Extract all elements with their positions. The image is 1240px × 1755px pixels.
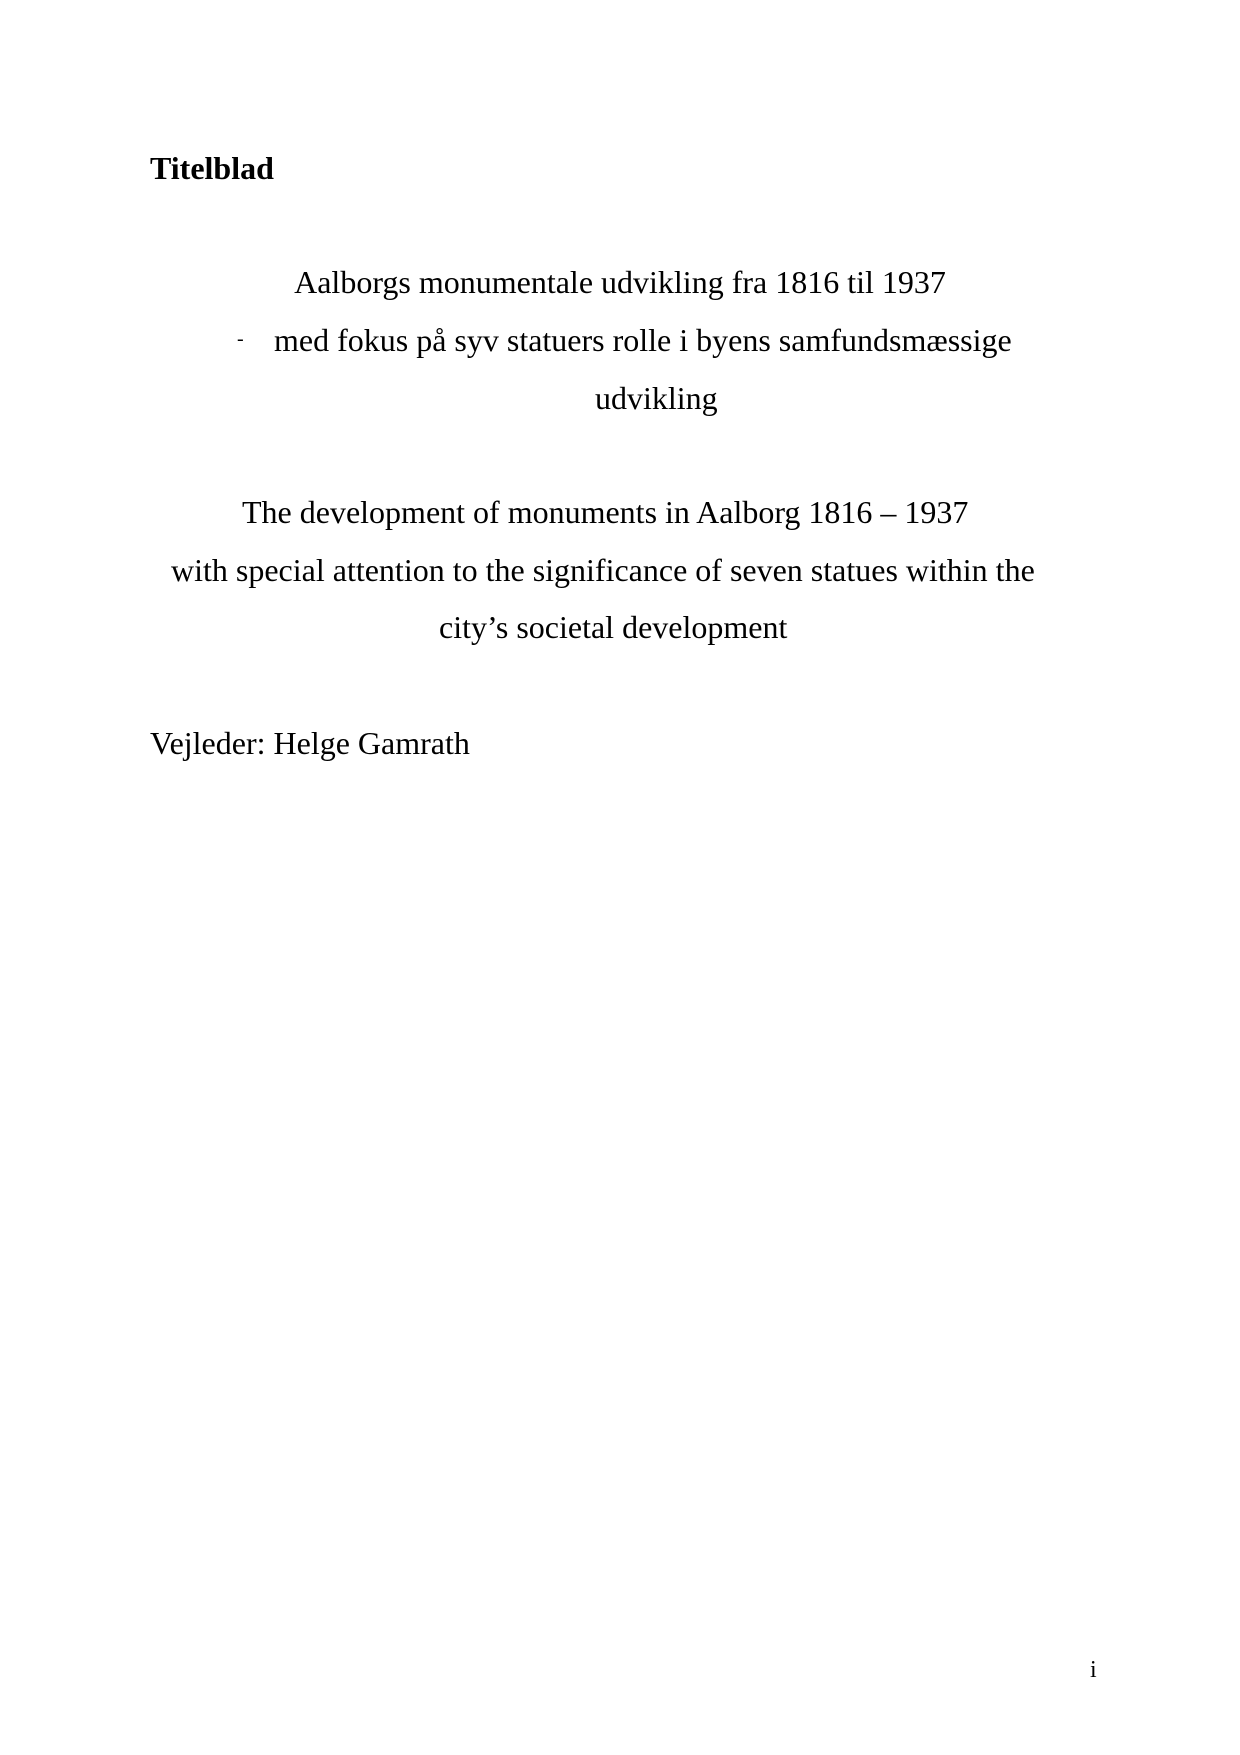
page-heading: Titelblad <box>150 150 274 186</box>
bullet-dash: - <box>237 328 244 350</box>
danish-title-line-2: med fokus på syv statuers rolle i byens samfundsmæssige <box>274 322 1012 358</box>
page-number: i <box>1090 1657 1097 1683</box>
danish-title-line-3: udvikling <box>595 380 718 416</box>
danish-subtitle-row <box>0 320 1240 360</box>
english-title-line-3: city’s societal development <box>439 609 788 645</box>
danish-title-line-1: Aalborgs monumentale udvikling fra 1816 til 1937 <box>294 264 946 300</box>
english-title-line-2: with special attention to the significance of seven statues within the <box>171 552 1035 588</box>
supervisor-line: Vejleder: Helge Gamrath <box>150 725 470 761</box>
english-title-line-1: The development of monuments in Aalborg 1816 – 1937 <box>242 494 969 530</box>
